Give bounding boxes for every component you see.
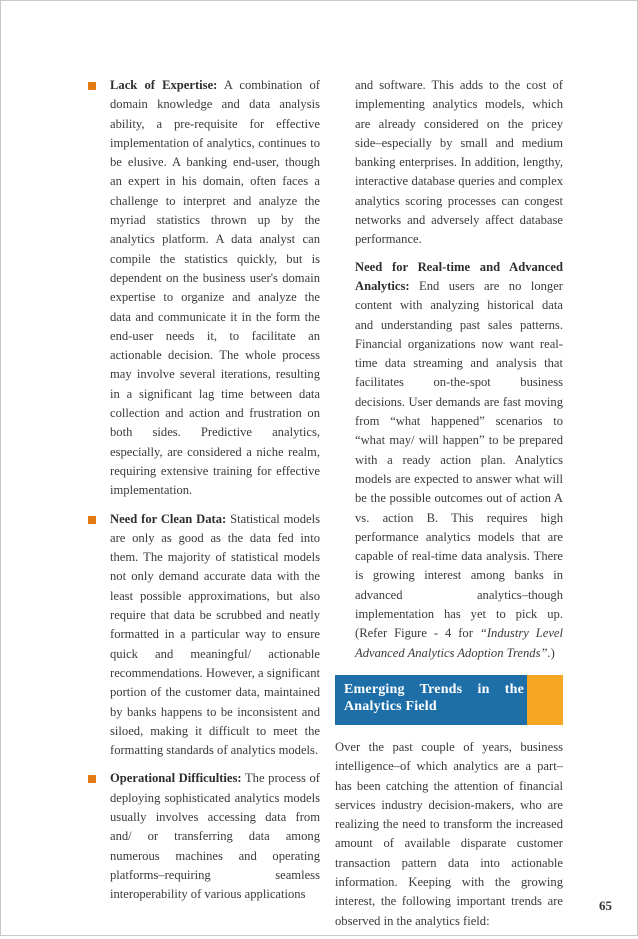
realtime-term: Need for Real-time and Advanced Analytics:: [355, 259, 563, 293]
square-bullet-icon: [88, 82, 96, 90]
square-bullet-icon: [88, 775, 96, 783]
banner-accent: [527, 675, 563, 725]
bullet-text: Statistical models are only as good as the data fed into them. The majority of statistical models not only demand accurate data with the least possible approximations, but also require that data be scrubbed and neatly formatted in a particular way to ensure quick and meaningful/ actionable recommendations. However, a significant portion of the customer data, maintained by banks happens to be inconsistent and siloed, making it difficult to meet the formatting standards of analytics models.: [110, 511, 321, 758]
figure-reference: “Industry Level Advanced Analytics Adoption Trends”.: [355, 626, 563, 660]
realtime-text: End users are no longer content with analyzing historical data and understanding past sales patterns. Financial organizations now want real-time data streaming and analysis that facilitates on-the-spot business decisions. User demands are fast moving from “what happened” scenarios to “what may/ will happen” to be prepared with a ready action plan. Analytics models are expected to answer what will be the possible outcomes out of action A vs. action B. This requires high performance analytics models that are capable of real-time data analysis. There is growing interest among banks in advanced analytics–though implementation has yet to pick up. (Refer Figure - 4 for: [355, 278, 563, 641]
bullet-lack-of-expertise: [88, 76, 320, 501]
bullet-operational-difficulties: [88, 769, 320, 904]
section-body-paragraph: Over the past couple of years, business intelligence–of which analytics are a part–has been catching the attention of financial services industry decision-makers, who are realizing the need to transform the increased amount of available disparate customer transaction pattern data into actionable information. Keeping with the growing interest, the following important trends are observed in the analytics field:: [335, 739, 563, 928]
section-title: Emerging Trends in the Analytics Field: [344, 681, 524, 714]
bullet-need-for-clean-data: [88, 510, 320, 761]
figure-reference-close: ): [550, 645, 555, 660]
bullet-text: The process of deploying sophisticated analytics models usually involves accessing data from and/ or transferring data among numerous machines and operating platforms–requiring seamless interoperability of various applications: [110, 771, 321, 902]
section-banner: [335, 675, 563, 725]
continuation-paragraph: and software. This adds to the cost of implementing analytics models, which are already considered on the pricey side–especially by small and medium banking enterprises. In addition, lengthy, interactive database queries and complex analytics scoring processes can congest networks and adversely affect database performance.: [355, 78, 563, 247]
bullet-term: Lack of Expertise:: [110, 78, 218, 92]
square-bullet-icon: [88, 516, 96, 524]
bullet-term: Need for Clean Data:: [110, 511, 227, 526]
left-column: [88, 76, 320, 913]
realtime-analytics-paragraph: [335, 258, 563, 663]
bullet-text: A combination of domain knowledge and data analysis ability, a pre-requisite for effective implementation of analytics, continues to be elusive. A banking end-user, though an expert in his domain, often faces a challenge to interpret and analyze the myriad statistics thrown up by the analytics platform. A data analyst can compile the statistics quickly, but is dependent on the business user's domain expertise to organize and analyze the data and communicate it in the form the end-user needs it, to facilitate an actionable decision. The whole process may involve several iterations, resulting in a significant lag time between data collection and action and frustration on both sides. Predictive analytics, especially, are considered a niche realm, requiring extensive training for effective implementation.: [110, 78, 320, 498]
bullet-term: Operational Difficulties:: [110, 771, 242, 786]
right-column: [335, 76, 563, 939]
page-number: 65: [599, 898, 612, 913]
